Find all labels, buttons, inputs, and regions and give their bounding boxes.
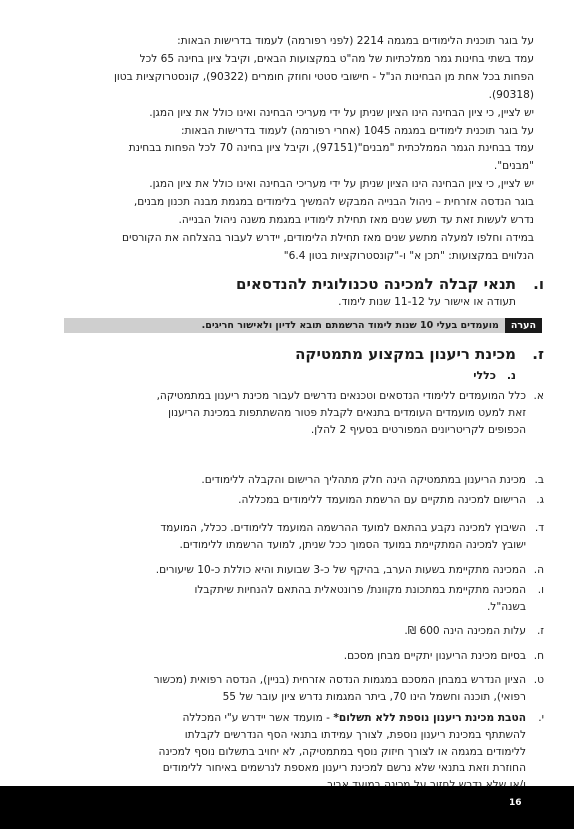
item-letter: ה. [533,564,544,576]
note-text: מועמדים בעלי 10 שנות לימוד הרשמתם תובא לדיון ולאישור חריגים. [201,320,499,331]
list-item [36,672,544,706]
item-letter: ו. [537,584,544,596]
intro-line: על בוגר תוכנית הלימודים במגמה 2214 (לפני רפורמה) לעמוד בדרישות הבאות: [177,35,534,47]
item-text [36,710,526,794]
page-number: 16 [509,798,522,808]
intro-line: (90318). [488,88,534,101]
list-item [36,648,544,665]
item-text-line: ישובץ למכינה המתקיימת במועד הסמוך ככל שניתן, למועד הרשמתו ללימודים. [179,538,526,551]
item-text [36,520,526,554]
intro-line: נדרש לעשות זאת עד תשע שנים מאז תחילת לימודיו במגמת משנה ניהול הבנייה. [178,214,534,227]
list-item [36,562,544,579]
item-bold-lead: הטבת מכינת ריענון נוספת ללא תשלום* [333,712,526,724]
item-text-line: הטבת מכינת ריענון נוספת ללא תשלום* - מועמד אשר יידרש ע"י המכללה [182,712,526,724]
item-text-line: השיבוץ למכינה נקבע בהתאם למועד ההרשמה המועמד ללימודים. ככלל, המועמד [160,522,526,534]
item-text-line: ללימודים במגמה או לצורך חיזוק נוסף במתמטיקה, לא יחויב בתשלום נוסף למכינה [158,745,526,758]
item-text [36,648,526,665]
item-text [36,623,526,640]
item-letter: ב. [534,474,544,486]
section-title: תנאי קבלה למכינה טכנולוגית להנדסאים [236,275,516,293]
item-text-line: הרישום למכינה מתקיים עם הרשמת המועמד ללימודים במכללה. [238,494,526,506]
intro-paragraphs [34,33,534,266]
item-text-line: מכינת הריענון במתמטיקה הינה חלק מתהליך הרישום והקבלה ללימודים. [201,474,526,486]
subsection-heading [473,369,516,382]
section-title: מכינת ריענון במקצוע מתמטיקה [295,345,516,363]
intro-line: הפחות בכל אחת מן הבחינות הנ"ל - חישובי סטטי וחוזק חומרים (90322), קונסטרוקציות בטון [114,70,534,83]
item-text-line: זאת למעט מועמדים העומדים בתנאים לקבלת פטור מהשתתפות במכינת הריענון [168,406,526,419]
item-text-line: בסיום מכינת הריענון יתקיים מבחן מסכם. [343,650,526,662]
intro-line: "מבנים". [493,160,534,173]
section-number: ז. [532,345,544,363]
item-letter: א. [533,390,544,402]
item-text [36,582,526,616]
subsection-letter: נ. [506,369,516,382]
list-item [36,623,544,640]
list-item [36,710,544,794]
intro-line: יש לציין, כי ציון הבחינה הינו הציון שניתן על ידי מעריכי הבחינה ואינו כולל את ציון המגן. [149,106,534,119]
item-letter: ג. [536,494,544,506]
item-text-line: רפואי), תוכנה וחשמל הינו 70, ביתר המגמות נדרש ציון עובר של 55 [222,690,526,703]
list-item [36,520,544,554]
intro-line: עמד בשתי בחינות גמר ממלכתיות של מה"ט במקצועות הבאים, וקיבל ציון בחינה 65 לכל [139,52,534,65]
item-text [36,672,526,706]
item-text [36,388,526,438]
item-letter: ט. [533,674,544,686]
list-item [36,582,544,616]
item-text-line: כלל המועמדים ללימודי הנדסאים וטכנאים נדרשים לעבור מכינת ריענון במתמטיקה, [156,390,526,402]
section-number: ו. [533,275,544,293]
item-text-line: עלות המכינה הינה 600 ₪. [404,625,526,637]
item-letter: ד. [534,522,544,534]
subsection-title: כללי [473,369,496,382]
list-item [36,388,544,438]
section-z-heading [34,345,544,363]
list-item [36,492,544,509]
intro-line: במידה וחלפו למעלה מתשע שנים מאז תחילת הלימודים, יידרש לעבור בהצלחה את הקורסים [122,231,534,244]
item-text-line: המכינה מתקיימת בשעות הערב, בהיקף של כ-3 שבועות והיא כוללת כ-10 שיעורים. [155,564,526,576]
item-text-line: החוזרת וזאת בתנאי שלא נרשם למכינת ריענון מאספת לנרשמים באיחור ללימודים [162,762,526,775]
intro-line: עמד בבחינת הגמר הממלכתית "מבנים"(97151), וקיבל ציון בחינה 70 לכל הפחות בבחינת [128,142,534,155]
item-text-line: בשנה"ל. [486,600,526,613]
item-text-line: הכפופים לקריטריונים המפורטים בסעיף 2 להלן. [310,423,526,436]
note-tag: הערה [505,318,542,333]
item-text [36,562,526,579]
item-text [36,492,526,509]
item-text-line: הציון הנדרש במבחן המסכם במגמות הנדסה אזרחית (בניין), הנדסה רפואית (מכשור [153,674,526,686]
item-text [36,472,526,489]
list-item [36,472,544,489]
intro-line: על בוגר תוכנית לימודים במגמה 1045 (אחרי רפורמה) לעמוד בדרישות הבאות: [180,124,534,137]
intro-line: הנלווים במקצועות: "תכן א" ו-"קונסטרוקציות בטון 6.4" [283,249,534,262]
intro-line: יש לציין, כי ציון הבחינה הינו הציון שניתן על ידי מעריכי הבחינה ואינו כולל את ציון המגן. [149,178,534,191]
item-letter: ח. [533,650,544,662]
note-bar [64,318,542,333]
section-v-heading [34,275,544,293]
item-text-line: המכינה מתקיימת במתכונת מקוונת/ פרונטאלית בהתאם להנחיות שיתקבלו [194,584,526,596]
item-letter: י. [538,712,544,724]
item-letter: ז. [536,625,544,637]
section-v-body: תעודה או אישור על 11-12 שנות לימוד. [338,296,516,308]
item-text-line: להשתתף במכינת ריענון נוספת, לצורך עמידתו בתנאי הסף הנדרשים לקבלתו [184,728,526,741]
footer-bar [0,786,574,829]
intro-line: בוגר הנדסה אזרחית – ניהול הבנייה המבקש להמשיך בלימודים במגמת מבנה תכנון מבנים, [133,196,534,209]
